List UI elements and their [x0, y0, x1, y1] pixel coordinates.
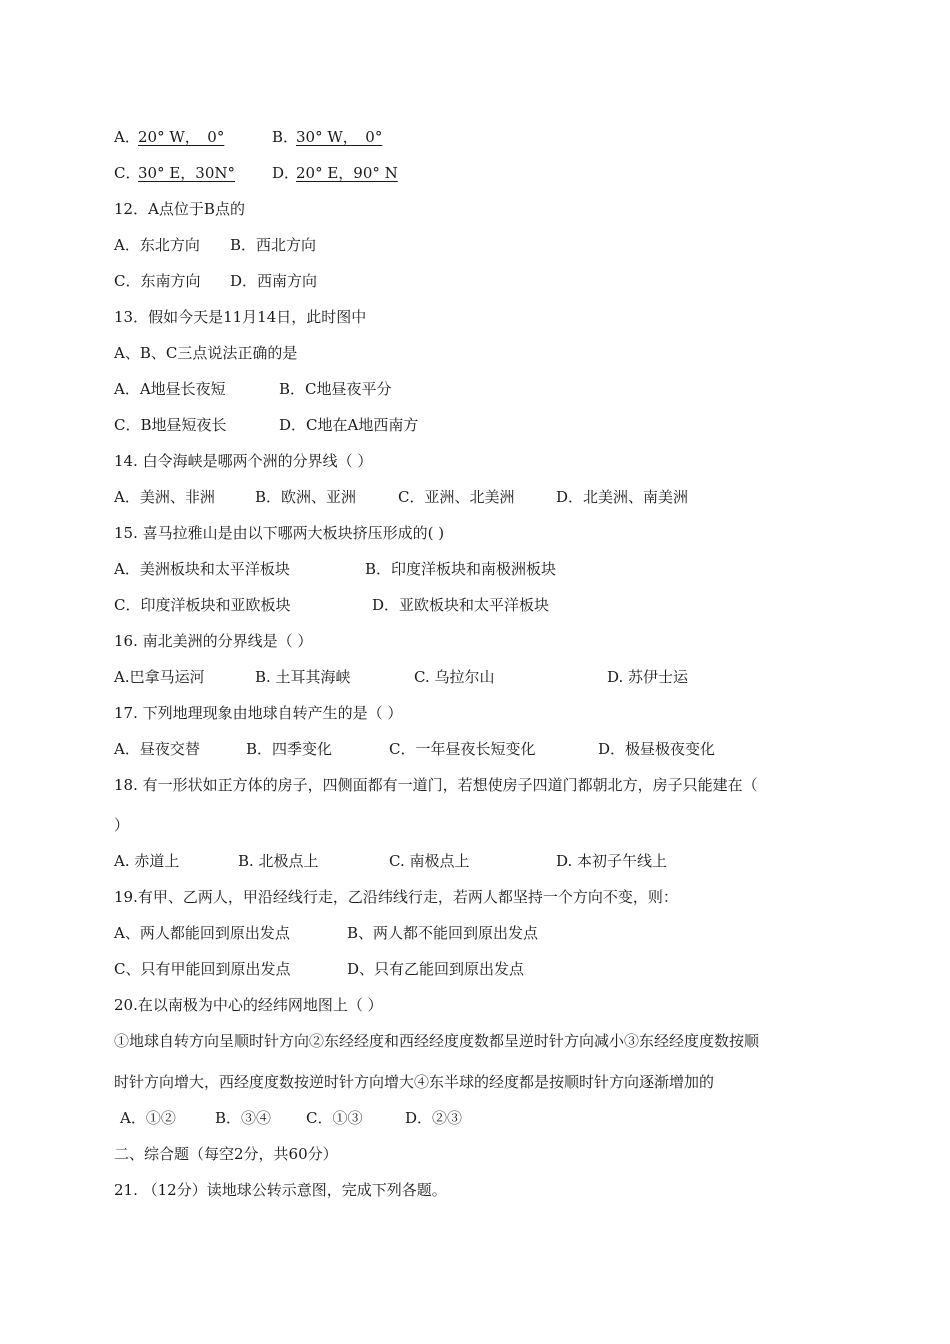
q11-option-a-label: A． [114, 128, 140, 146]
q20-option-a: A．①② [120, 1109, 176, 1127]
q21-stem: 21. （12分）读地球公转示意图，完成下列各题。 [114, 1181, 447, 1199]
q20-option-c: C．①③ [306, 1109, 363, 1127]
q11-option-d-label: D． [272, 164, 300, 182]
q17-option-b: B．四季变化 [246, 740, 333, 758]
q15-option-d: D．亚欧板块和太平洋板块 [372, 596, 550, 614]
q16-option-d: D. 苏伊士运 [607, 668, 689, 686]
q19-stem: 19.有甲、乙两人，甲沿经线行走，乙沿纬线行走，若两人都坚持一个方向不变，则： [114, 888, 678, 906]
q18-option-b: B. 北极点上 [238, 852, 319, 870]
q20-stem: 20.在以南极为中心的经纬网地图上（ ） [114, 996, 383, 1014]
q13-option-a: A．A地昼长夜短 [114, 380, 226, 398]
q17-option-a: A．昼夜交替 [114, 740, 200, 758]
q19-option-a: A、两人都能回到原出发点 [114, 924, 290, 942]
q13-stem-line1: 13．假如今天是11月14日，此时图中 [114, 308, 367, 326]
q20-body-line2: 时针方向增大，西经度度数按逆时针方向增大④东半球的经度都是按顺时针方向逐渐增加的 [114, 1073, 715, 1091]
q11-option-c-value: 30° E，30N° [138, 164, 236, 182]
q18-stem-line1: 18. 有一形状如正方体的房子，四侧面都有一道门，若想使房子四道门都朝北方，房子只能建在（ [114, 776, 758, 794]
q16-option-c: C. 乌拉尔山 [414, 668, 495, 686]
q19-option-d: D、只有乙能回到原出发点 [347, 960, 525, 978]
q12-option-c: C．东南方向 [114, 272, 201, 290]
q20-body-line1: ①地球自转方向呈顺时针方向②东经经度和西经经度度数都呈逆时针方向减小③东经经度度数按顺 [114, 1032, 760, 1050]
q18-stem-line2: ） [114, 816, 130, 834]
q11-option-d-value: 20° E，90° N [296, 164, 398, 182]
q16-option-b: B. 土耳其海峡 [255, 668, 351, 686]
q12-option-b: B．西北方向 [230, 236, 317, 254]
q17-option-c: C．一年昼夜长短变化 [389, 740, 536, 758]
q18-option-a: A. 赤道上 [114, 852, 180, 870]
q12-stem: 12．A点位于B点的 [114, 200, 245, 218]
q14-option-c: C．亚洲、北美洲 [398, 488, 515, 506]
q15-stem: 15. 喜马拉雅山是由以下哪两大板块挤压形成的( ) [114, 524, 445, 542]
q13-option-b: B．C地昼夜平分 [279, 380, 392, 398]
q15-option-a: A．美洲板块和太平洋板块 [114, 560, 290, 578]
q17-option-d: D．极昼极夜变化 [598, 740, 716, 758]
q13-option-c: C．B地昼短夜长 [114, 416, 227, 434]
q11-option-a-value: 20° W， 0° [138, 128, 225, 146]
q13-stem-line2: A、B、C三点说法正确的是 [114, 344, 298, 362]
q14-option-d: D．北美洲、南美洲 [556, 488, 689, 506]
q14-stem: 14. 白令海峡是哪两个洲的分界线（ ） [114, 452, 373, 470]
q19-option-b: B、两人都不能回到原出发点 [347, 924, 539, 942]
q14-option-b: B．欧洲、亚洲 [255, 488, 357, 506]
q15-option-c: C．印度洋板块和亚欧板块 [114, 596, 291, 614]
q12-option-a: A．东北方向 [114, 236, 200, 254]
q12-option-d: D．西南方向 [230, 272, 318, 290]
q14-option-a: A．美洲、非洲 [114, 488, 215, 506]
q20-option-d: D．②③ [405, 1109, 463, 1127]
q16-option-a: A.巴拿马运河 [114, 668, 205, 686]
q19-option-c: C、只有甲能回到原出发点 [114, 960, 291, 978]
q20-option-b: B．③④ [215, 1109, 272, 1127]
q11-option-c-label: C． [114, 164, 141, 182]
q11-option-b-value: 30° W， 0° [296, 128, 383, 146]
q18-option-c: C. 南极点上 [389, 852, 470, 870]
q17-stem: 17. 下列地理现象由地球自转产生的是（ ） [114, 704, 403, 722]
q15-option-b: B．印度洋板块和南极洲板块 [365, 560, 557, 578]
section-2-title: 二、综合题（每空2分，共60分） [114, 1145, 338, 1163]
q18-option-d: D. 本初子午线上 [556, 852, 668, 870]
q11-option-b-label: B． [272, 128, 299, 146]
q16-stem: 16. 南北美洲的分界线是（ ） [114, 632, 313, 650]
q13-option-d: D．C地在A地西南方 [279, 416, 419, 434]
